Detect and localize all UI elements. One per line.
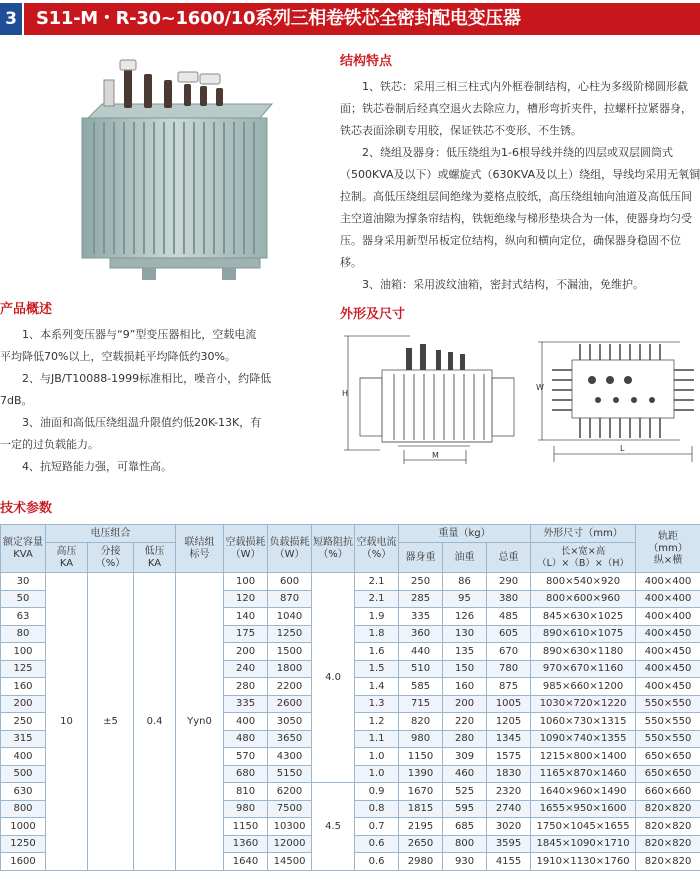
structure-line: 压。器身采用新型吊板定位结构，纵向和横向定位，确保器身稳固不位 [340, 234, 681, 247]
cell-capacity: 50 [1, 590, 46, 608]
cell-body-weight: 250 [399, 573, 443, 591]
cell-noload-loss: 570 [224, 748, 268, 766]
cell-noload-current: 0.8 [355, 800, 399, 818]
header-tap: 分接 （%） [88, 543, 134, 573]
cell-outline: 800×540×920 [531, 573, 636, 591]
cell-oil-weight: 280 [443, 730, 487, 748]
header-weight: 重量（kg） [399, 525, 531, 543]
cell-body-weight: 585 [399, 678, 443, 696]
header-oil-weight: 油重 [443, 543, 487, 573]
cell-total-weight: 1345 [487, 730, 531, 748]
structure-line: 移。 [340, 256, 362, 269]
cell-gauge: 400×400 [636, 573, 700, 591]
cell-oil-weight: 95 [443, 590, 487, 608]
cell-capacity: 1600 [1, 853, 46, 871]
cell-oil-weight: 160 [443, 678, 487, 696]
overview-line: 7dB。 [0, 394, 33, 407]
cell-noload-current: 1.5 [355, 660, 399, 678]
page-title: S11-M・R-30~1600/10系列三相卷铁芯全密封配电变压器 [24, 3, 700, 35]
cell-load-loss: 10300 [268, 818, 312, 836]
cell-body-weight: 980 [399, 730, 443, 748]
cell-noload-loss: 140 [224, 608, 268, 626]
cell-capacity: 200 [1, 695, 46, 713]
header-hv: 高压 KA [46, 543, 88, 573]
cell-body-weight: 440 [399, 643, 443, 661]
cell-gauge: 820×820 [636, 818, 700, 836]
cell-oil-weight: 595 [443, 800, 487, 818]
header-load-loss: 负载损耗 （W） [268, 525, 312, 573]
cell-noload-loss: 335 [224, 695, 268, 713]
cell-outline: 970×670×1160 [531, 660, 636, 678]
cell-total-weight: 1005 [487, 695, 531, 713]
cell-gauge: 550×550 [636, 695, 700, 713]
cell-outline: 1060×730×1315 [531, 713, 636, 731]
cell-outline: 845×630×1025 [531, 608, 636, 626]
cell-outline: 1215×800×1400 [531, 748, 636, 766]
cell-capacity: 30 [1, 573, 46, 591]
cell-outline: 1030×720×1220 [531, 695, 636, 713]
cell-gauge: 650×650 [636, 765, 700, 783]
cell-body-weight: 285 [399, 590, 443, 608]
cell-gauge: 820×820 [636, 853, 700, 871]
cell-noload-loss: 100 [224, 573, 268, 591]
cell-outline: 1090×740×1355 [531, 730, 636, 748]
cell-gauge: 820×820 [636, 800, 700, 818]
cell-noload-loss: 810 [224, 783, 268, 801]
header-outline-sub: 长×宽×高 （L）×（B）×（H） [531, 543, 636, 573]
cell-noload-loss: 480 [224, 730, 268, 748]
overview-line: 一定的过负载能力。 [0, 438, 99, 451]
cell-noload-loss: 120 [224, 590, 268, 608]
cell-impedance: 4.5 [312, 783, 355, 871]
cell-capacity: 315 [1, 730, 46, 748]
overview-title: 产品概述 [0, 302, 53, 317]
cell-oil-weight: 525 [443, 783, 487, 801]
cell-outline: 1910×1130×1760 [531, 853, 636, 871]
cell-gauge: 820×820 [636, 835, 700, 853]
cell-body-weight: 2650 [399, 835, 443, 853]
cell-oil-weight: 685 [443, 818, 487, 836]
cell-gauge: 650×650 [636, 748, 700, 766]
cell-capacity: 63 [1, 608, 46, 626]
cell-noload-loss: 680 [224, 765, 268, 783]
cell-load-loss: 1800 [268, 660, 312, 678]
header-noload-loss: 空载损耗 （W） [224, 525, 268, 573]
cell-load-loss: 3650 [268, 730, 312, 748]
structure-line: 面；铁芯卷制后经真空退火去除应力，槽形弯折夹件，拉螺杆拉紧器身， [340, 102, 692, 115]
header-impedance: 短路阻抗 （%） [312, 525, 355, 573]
cell-total-weight: 1830 [487, 765, 531, 783]
cell-total-weight: 670 [487, 643, 531, 661]
spec-table [0, 524, 700, 871]
cell-load-loss: 870 [268, 590, 312, 608]
header-lv: 低压 KA [134, 543, 176, 573]
overview-line: 4、抗短路能力强，可靠性高。 [22, 460, 172, 473]
cell-load-loss: 3050 [268, 713, 312, 731]
cell-body-weight: 360 [399, 625, 443, 643]
cell-capacity: 500 [1, 765, 46, 783]
cell-gauge: 550×550 [636, 713, 700, 731]
cell-noload-loss: 240 [224, 660, 268, 678]
structure-line: 拉制。高低压绕组层间绝缘为菱格点胶纸，高压绕组轴向油道及高低压间 [340, 190, 692, 203]
cell-gauge: 400×400 [636, 608, 700, 626]
cell-outline: 1655×950×1600 [531, 800, 636, 818]
cell-noload-loss: 175 [224, 625, 268, 643]
cell-noload-current: 1.4 [355, 678, 399, 696]
cell-capacity: 125 [1, 660, 46, 678]
cell-noload-current: 0.6 [355, 853, 399, 871]
header-capacity: 额定容量 KVA [1, 525, 46, 573]
cell-load-loss: 4300 [268, 748, 312, 766]
cell-capacity: 1250 [1, 835, 46, 853]
cell-total-weight: 605 [487, 625, 531, 643]
cell-noload-current: 0.9 [355, 783, 399, 801]
structure-title: 结构特点 [340, 54, 393, 69]
dim-label-m: M [432, 451, 439, 460]
header-outline: 外形尺寸（mm） [531, 525, 636, 543]
cell-hv: 10 [46, 573, 88, 871]
cell-noload-current: 1.2 [355, 713, 399, 731]
cell-total-weight: 380 [487, 590, 531, 608]
cell-oil-weight: 86 [443, 573, 487, 591]
cell-oil-weight: 200 [443, 695, 487, 713]
header-noload-current: 空载电流 （%） [355, 525, 399, 573]
overview-line: 1、本系列变压器与“9”型变压器相比，空载电流 [22, 328, 257, 341]
structure-text [340, 76, 700, 296]
cell-connection: Yyn0 [176, 573, 224, 871]
cell-oil-weight: 130 [443, 625, 487, 643]
cell-noload-current: 1.8 [355, 625, 399, 643]
cell-noload-loss: 1150 [224, 818, 268, 836]
cell-capacity: 160 [1, 678, 46, 696]
header-voltage: 电压组合 [46, 525, 176, 543]
tech-title: 技术参数 [0, 501, 53, 516]
header-body-weight: 器身重 [399, 543, 443, 573]
cell-noload-current: 0.7 [355, 818, 399, 836]
cell-noload-loss: 980 [224, 800, 268, 818]
cell-outline: 1640×960×1490 [531, 783, 636, 801]
cell-capacity: 400 [1, 748, 46, 766]
structure-line: 主空道油隙为撑条帘结构，铁轭绝缘与梯形垫块合为一体，使器身均匀受 [340, 212, 692, 225]
cell-gauge: 400×450 [636, 643, 700, 661]
cell-outline: 800×600×960 [531, 590, 636, 608]
cell-oil-weight: 126 [443, 608, 487, 626]
cell-load-loss: 1500 [268, 643, 312, 661]
cell-capacity: 630 [1, 783, 46, 801]
cell-outline: 985×660×1200 [531, 678, 636, 696]
cell-lv: 0.4 [134, 573, 176, 871]
cell-noload-loss: 400 [224, 713, 268, 731]
cell-total-weight: 1205 [487, 713, 531, 731]
overview-text [0, 324, 290, 478]
cell-total-weight: 4155 [487, 853, 531, 871]
cell-body-weight: 2195 [399, 818, 443, 836]
cell-outline: 1750×1045×1655 [531, 818, 636, 836]
cell-load-loss: 2200 [268, 678, 312, 696]
cell-total-weight: 780 [487, 660, 531, 678]
header-total-weight: 总重 [487, 543, 531, 573]
cell-oil-weight: 460 [443, 765, 487, 783]
cell-oil-weight: 135 [443, 643, 487, 661]
cell-noload-current: 1.0 [355, 748, 399, 766]
cell-load-loss: 5150 [268, 765, 312, 783]
cell-oil-weight: 800 [443, 835, 487, 853]
cell-gauge: 660×660 [636, 783, 700, 801]
cell-noload-loss: 280 [224, 678, 268, 696]
cell-body-weight: 820 [399, 713, 443, 731]
cell-noload-loss: 200 [224, 643, 268, 661]
cell-load-loss: 6200 [268, 783, 312, 801]
structure-line: 1、铁芯：采用三相三柱式内外框卷制结构，心柱为多级阶梯圆形截 [362, 80, 688, 93]
cell-oil-weight: 150 [443, 660, 487, 678]
cell-total-weight: 3595 [487, 835, 531, 853]
dim-label-l: L [620, 444, 625, 453]
cell-oil-weight: 309 [443, 748, 487, 766]
cell-oil-weight: 220 [443, 713, 487, 731]
cell-body-weight: 1670 [399, 783, 443, 801]
cell-load-loss: 1250 [268, 625, 312, 643]
cell-tap: ±5 [88, 573, 134, 871]
cell-body-weight: 1150 [399, 748, 443, 766]
cell-total-weight: 290 [487, 573, 531, 591]
cell-gauge: 400×450 [636, 625, 700, 643]
transformer-photo [50, 58, 300, 288]
dimensions-title: 外形及尺寸 [340, 307, 406, 322]
cell-outline: 890×610×1075 [531, 625, 636, 643]
cell-body-weight: 510 [399, 660, 443, 678]
structure-line: 铁芯表面涂刷专用胶，保证铁芯不变形、不生锈。 [340, 124, 582, 137]
table-row [1, 573, 700, 591]
cell-noload-current: 1.3 [355, 695, 399, 713]
cell-gauge: 550×550 [636, 730, 700, 748]
header-connection: 联结组 标号 [176, 525, 224, 573]
overview-line: 平均降低70%以上，空载损耗平均降低约30%。 [0, 350, 236, 363]
cell-total-weight: 485 [487, 608, 531, 626]
cell-load-loss: 12000 [268, 835, 312, 853]
cell-outline: 1165×870×1460 [531, 765, 636, 783]
cell-capacity: 800 [1, 800, 46, 818]
cell-gauge: 400×450 [636, 660, 700, 678]
cell-noload-current: 1.6 [355, 643, 399, 661]
cell-body-weight: 1815 [399, 800, 443, 818]
cell-total-weight: 1575 [487, 748, 531, 766]
cell-load-loss: 2600 [268, 695, 312, 713]
cell-noload-current: 0.6 [355, 835, 399, 853]
cell-noload-current: 2.1 [355, 573, 399, 591]
cell-body-weight: 335 [399, 608, 443, 626]
cell-capacity: 1000 [1, 818, 46, 836]
overview-line: 3、油面和高低压绕组温升限值约低20K-13K，有 [22, 416, 262, 429]
structure-line: 2、绕组及器身：低压绕组为1-6根导线并绕的四层或双层圆筒式 [362, 146, 673, 159]
section-number: 3 [0, 3, 22, 35]
cell-noload-loss: 1640 [224, 853, 268, 871]
cell-total-weight: 875 [487, 678, 531, 696]
cell-total-weight: 2320 [487, 783, 531, 801]
dim-label-w: W [536, 383, 544, 392]
dim-label-h: H [342, 389, 349, 398]
cell-total-weight: 2740 [487, 800, 531, 818]
cell-outline: 890×630×1180 [531, 643, 636, 661]
cell-noload-loss: 1360 [224, 835, 268, 853]
cell-load-loss: 14500 [268, 853, 312, 871]
cell-noload-current: 1.1 [355, 730, 399, 748]
cell-oil-weight: 930 [443, 853, 487, 871]
cell-capacity: 80 [1, 625, 46, 643]
cell-gauge: 400×400 [636, 590, 700, 608]
cell-load-loss: 600 [268, 573, 312, 591]
cell-body-weight: 2980 [399, 853, 443, 871]
dimension-drawing [340, 330, 700, 470]
structure-line: 3、油箱：采用波纹油箱，密封式结构，不漏油，免维护。 [362, 278, 644, 291]
cell-body-weight: 715 [399, 695, 443, 713]
cell-load-loss: 1040 [268, 608, 312, 626]
overview-line: 2、与JB/T10088-1999标准相比，噪音小，约降低 [22, 372, 272, 385]
cell-noload-current: 1.0 [355, 765, 399, 783]
cell-noload-current: 2.1 [355, 590, 399, 608]
cell-outline: 1845×1090×1710 [531, 835, 636, 853]
cell-impedance: 4.0 [312, 573, 355, 783]
cell-load-loss: 7500 [268, 800, 312, 818]
cell-noload-current: 1.9 [355, 608, 399, 626]
cell-capacity: 250 [1, 713, 46, 731]
header-gauge: 轨距 （mm） 纵×横 [636, 525, 700, 573]
cell-capacity: 100 [1, 643, 46, 661]
cell-gauge: 400×450 [636, 678, 700, 696]
cell-body-weight: 1390 [399, 765, 443, 783]
structure-line: （500KVA及以下）或螺旋式（630KVA及以上）绕组，导线均采用无氧铜 [340, 168, 700, 181]
cell-total-weight: 3020 [487, 818, 531, 836]
page-header [0, 0, 700, 38]
